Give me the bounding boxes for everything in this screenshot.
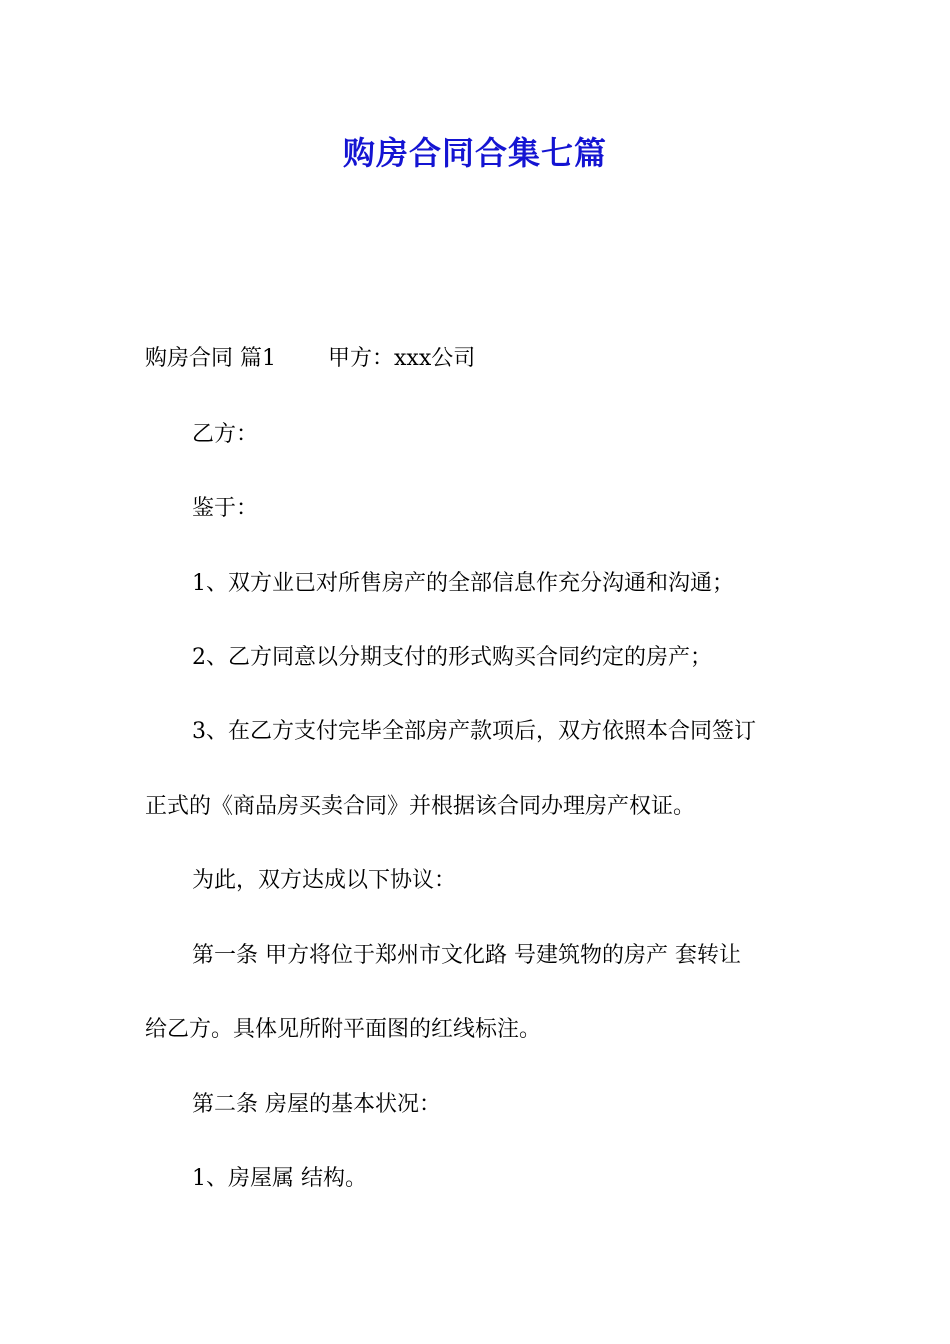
article-2: 第二条 房屋的基本状况： — [192, 1092, 441, 1117]
contract-heading: 购房合同 篇1 — [145, 346, 276, 371]
heading-line — [145, 344, 475, 374]
recital-3-continued: 正式的《商品房买卖合同》并根据该合同办理房产权证。 — [145, 794, 696, 819]
document-title: 购房合同合集七篇 — [342, 134, 607, 172]
recital-3: 3、在乙方支付完毕全部房产款项后，双方依照本合同签订 — [192, 719, 756, 744]
article-1-continued: 给乙方。具体见所附平面图的红线标注。 — [145, 1017, 542, 1042]
party-b-line: 乙方： — [192, 422, 259, 447]
recital-2: 2、乙方同意以分期支付的形式购买合同约定的房产； — [192, 645, 712, 670]
agreement-intro: 为此，双方达成以下协议： — [192, 868, 457, 893]
article-1: 第一条 甲方将位于郑州市文化路 号建筑物的房产 套转让 — [192, 943, 741, 968]
recital-1: 1、双方业已对所售房产的全部信息作充分沟通和沟通； — [192, 571, 734, 596]
article-2-item-1: 1、房屋属 结构。 — [192, 1166, 367, 1191]
whereas-line: 鉴于： — [192, 496, 259, 521]
party-a: 甲方：xxx公司 — [328, 346, 476, 371]
